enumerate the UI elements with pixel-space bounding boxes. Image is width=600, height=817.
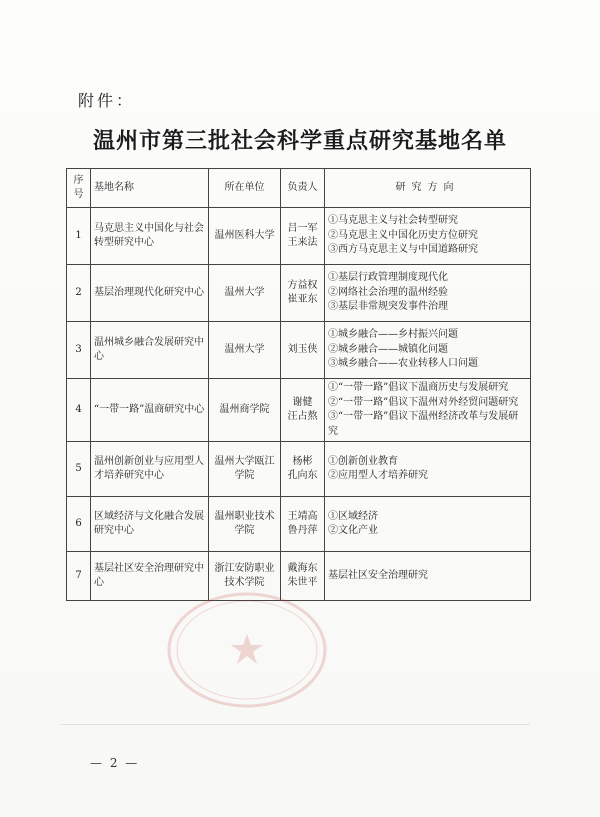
unit-name: 温州商学院 <box>209 379 281 442</box>
direction-item: ①城乡融合——乡村振兴问题 <box>328 329 458 341</box>
leader-cell <box>281 265 325 322</box>
leader-name: 崔亚东 <box>287 294 318 305</box>
table-row <box>67 497 531 552</box>
direction-item: ③城乡融合——农业转移人口问题 <box>328 358 478 370</box>
leader-name: 戴海东 <box>287 562 318 574</box>
leader-name: 谢健 <box>292 396 313 408</box>
direction-item: ②网络社会治理的温州经验 <box>328 286 448 298</box>
direction-cell <box>325 379 531 442</box>
official-seal-stamp <box>166 590 328 710</box>
table-row <box>67 322 531 379</box>
leader-cell <box>281 379 325 442</box>
leader-name: 吕一军 <box>287 222 318 234</box>
direction-cell <box>325 442 531 497</box>
leader-name: 朱世平 <box>287 577 318 588</box>
unit-name: 温州职业技术学院 <box>209 497 281 552</box>
leader-name: 鲁丹萍 <box>287 525 318 536</box>
row-index: 1 <box>67 208 91 265</box>
direction-item: ①马克思主义与社会转型研究 <box>328 215 458 227</box>
table-row <box>67 442 531 497</box>
direction-item: ②马克思主义中国化历史方位研究 <box>328 229 478 241</box>
leader-name: 刘玉侠 <box>287 343 318 355</box>
direction-cell <box>325 497 531 552</box>
row-index: 5 <box>67 442 91 497</box>
research-base-table <box>66 168 531 601</box>
row-index: 4 <box>67 379 91 442</box>
base-name: 基层社区安全治理研究中心 <box>91 552 209 601</box>
direction-item: ②应用型人才培养研究 <box>328 470 428 481</box>
leader-cell <box>281 322 325 379</box>
unit-name: 温州大学瓯江学院 <box>209 442 281 497</box>
header-name: 基地名称 <box>91 169 209 208</box>
leader-name: 孔向东 <box>287 470 318 481</box>
unit-name: 浙江安防职业技术学院 <box>209 552 281 601</box>
leader-cell <box>281 442 325 497</box>
row-index: 7 <box>67 552 91 601</box>
leader-cell <box>281 208 325 265</box>
unit-name: 温州大学 <box>209 322 281 379</box>
unit-name: 温州医科大学 <box>209 208 281 265</box>
header-leader: 负责人 <box>281 169 325 208</box>
leader-name: 汪占熬 <box>287 411 318 422</box>
direction-cell <box>325 322 531 379</box>
table-header-row <box>67 169 531 208</box>
direction-cell <box>325 208 531 265</box>
document-title: 温州市第三批社会科学重点研究基地名单 <box>92 128 507 154</box>
direction-item: ①基层行政管理制度现代化 <box>328 272 448 284</box>
direction-cell <box>325 265 531 322</box>
direction-item: ②“一带一路”倡议下温州对外经贸问题研究 <box>328 396 519 408</box>
base-name: 马克思主义中国化与社会转型研究中心 <box>91 208 209 265</box>
row-index: 6 <box>67 497 91 552</box>
base-name: 温州城乡融合发展研究中心 <box>91 322 209 379</box>
unit-name: 温州大学 <box>209 265 281 322</box>
leader-name: 杨彬 <box>292 455 313 467</box>
direction-item: 基层社区安全治理研究 <box>328 569 428 581</box>
base-name: 区域经济与文化融合发展研究中心 <box>91 497 209 552</box>
direction-item: ②城乡融合——城镇化问题 <box>328 343 448 355</box>
row-index: 2 <box>67 265 91 322</box>
fold-line <box>60 724 530 725</box>
direction-item: ③“一带一路”倡议下温州经济改革与发展研究 <box>328 411 519 437</box>
table-row <box>67 208 531 265</box>
direction-cell <box>325 552 531 601</box>
direction-item: ①“一带一路”倡议下温商历史与发展研究 <box>328 382 509 393</box>
direction-item: ①创新创业教育 <box>328 455 398 467</box>
row-index: 3 <box>67 322 91 379</box>
header-unit: 所在单位 <box>209 169 281 208</box>
direction-item: ③基层非常规突发事件治理 <box>328 301 448 313</box>
leader-cell <box>281 497 325 552</box>
base-name: “一带一路”温商研究中心 <box>91 379 209 442</box>
header-direction: 研究方向 <box>325 169 531 208</box>
leader-name: 方益权 <box>287 279 318 291</box>
table-row <box>67 379 531 442</box>
leader-name: 王来法 <box>287 237 318 248</box>
base-name: 温州创新创业与应用型人才培养研究中心 <box>91 442 209 497</box>
direction-item: ①区域经济 <box>328 510 378 522</box>
direction-item: ②文化产业 <box>328 525 378 536</box>
page-number: — 2 — <box>90 756 140 770</box>
base-name: 基层治理现代化研究中心 <box>91 265 209 322</box>
leader-name: 王靖高 <box>287 510 318 522</box>
attachment-label: 附件： <box>78 91 136 110</box>
table-row <box>67 265 531 322</box>
header-index: 序号 <box>67 169 91 208</box>
direction-item: ③西方马克思主义与中国道路研究 <box>328 244 478 256</box>
